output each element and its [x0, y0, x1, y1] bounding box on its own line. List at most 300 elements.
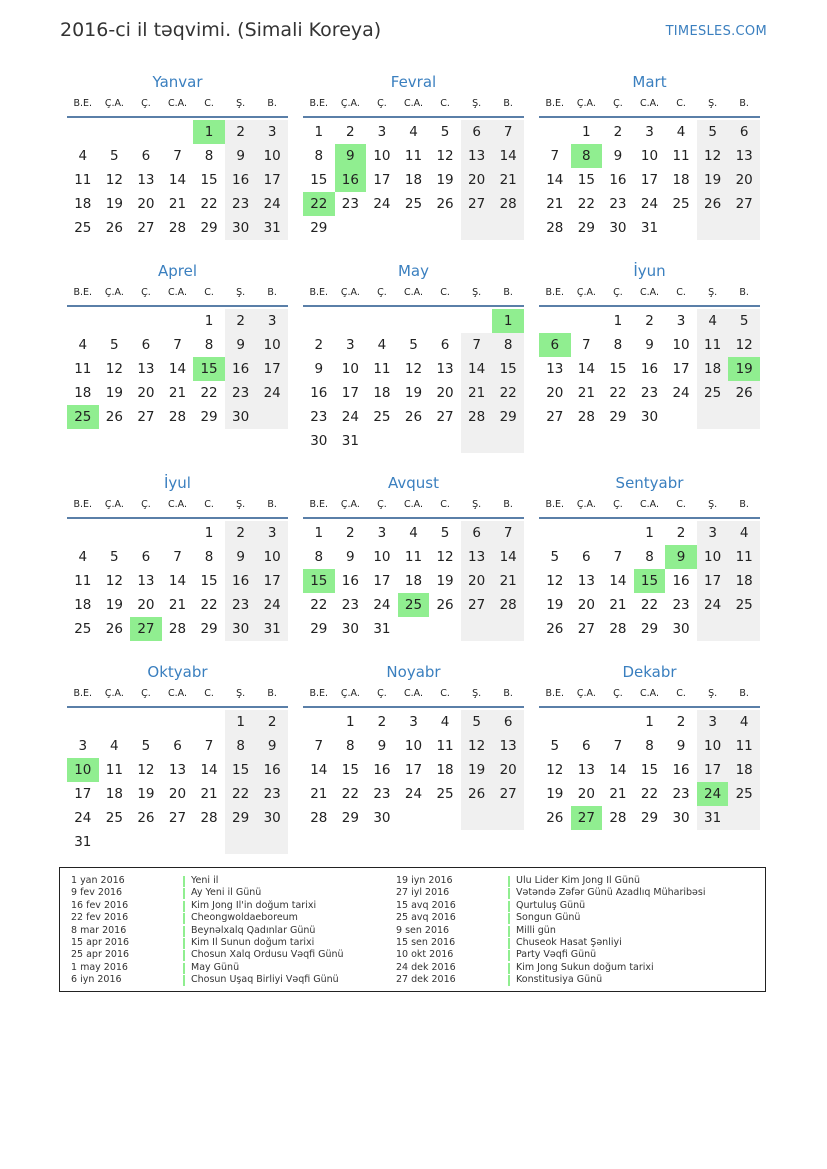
- day-cell: 29: [225, 806, 257, 830]
- day-cell: 8: [204, 148, 214, 164]
- day-cell: 13: [137, 361, 155, 377]
- day-cell: 28: [168, 220, 187, 236]
- day-cell: 18: [404, 573, 423, 589]
- day-cell: 9: [335, 144, 367, 168]
- day-cell: 12: [105, 573, 123, 589]
- day-cell: 4: [728, 710, 760, 734]
- day-cell: 14: [168, 172, 187, 188]
- holiday-legend: [59, 867, 766, 992]
- day-cell: 27: [728, 192, 760, 216]
- weekday-label: Ş.: [236, 98, 246, 109]
- weekday-label: C.: [204, 688, 214, 699]
- weekday-label: Ç.: [141, 98, 151, 109]
- day-cell: 30: [672, 810, 690, 826]
- day-cell: 15: [193, 357, 225, 381]
- day-cell: 29: [200, 220, 218, 236]
- holiday-marker: [183, 938, 185, 949]
- weekday-label: Ç.: [141, 688, 151, 699]
- day-cell: 8: [314, 148, 324, 164]
- day-cell: 6: [728, 120, 760, 144]
- day-cell: 24: [256, 593, 288, 617]
- weekday-label: Ş.: [708, 499, 718, 510]
- day-cell: 30: [225, 216, 257, 240]
- weekday-label: Ç.: [377, 499, 387, 510]
- day-cell: 21: [609, 597, 627, 613]
- day-cell: 9: [225, 545, 257, 569]
- day-cell: 6: [173, 738, 182, 754]
- day-cell: 26: [137, 810, 155, 826]
- day-cell: 8: [204, 549, 214, 565]
- empty-weekend-cell: [256, 405, 288, 429]
- day-cell: 19: [404, 385, 423, 401]
- page-title: 2016-ci il təqvimi. (Simali Koreya): [60, 19, 382, 41]
- day-cell: 1: [225, 710, 257, 734]
- weekday-label: C.: [440, 499, 450, 510]
- day-cell: 20: [436, 385, 454, 401]
- day-cell: 17: [697, 569, 729, 593]
- day-cell: 15: [200, 573, 218, 589]
- weekday-label: Ş.: [472, 688, 482, 699]
- month-7: [67, 473, 288, 637]
- weekday-label: B.E.: [73, 499, 93, 510]
- day-cell: 21: [168, 385, 187, 401]
- day-cell: 2: [676, 714, 686, 730]
- day-cell: 5: [728, 309, 760, 333]
- day-cell: 21: [168, 196, 187, 212]
- day-cell: 30: [225, 617, 257, 641]
- day-cell: 22: [640, 597, 659, 613]
- day-cell: 7: [173, 337, 182, 353]
- day-cell: 23: [609, 196, 627, 212]
- day-cell: 3: [676, 313, 686, 329]
- day-cell: 26: [461, 782, 493, 806]
- day-cell: 18: [672, 172, 690, 188]
- day-cell: 8: [645, 738, 654, 754]
- day-cell: 18: [728, 758, 760, 782]
- weekday-label: B.: [267, 287, 277, 298]
- day-cell: 26: [546, 810, 564, 826]
- holiday-name: Milli gün: [516, 924, 556, 936]
- day-cell: 21: [168, 597, 187, 613]
- day-cell: 11: [728, 734, 760, 758]
- day-cell: 5: [110, 148, 119, 164]
- day-cell: 3: [256, 521, 288, 545]
- brand-logo[interactable]: TIMESLES.COM: [665, 24, 767, 39]
- day-cell: 3: [78, 738, 88, 754]
- day-cell: 25: [728, 593, 760, 617]
- day-cell: 30: [640, 409, 659, 425]
- holiday-marker: [183, 963, 185, 974]
- holiday-date: 25 apr 2016: [71, 949, 130, 961]
- day-cell: 21: [609, 786, 627, 802]
- day-cell: 26: [436, 597, 454, 613]
- day-cell: 22: [341, 786, 359, 802]
- weekday-label: B.E.: [545, 499, 565, 510]
- weekday-label: C.: [204, 499, 214, 510]
- day-cell: 29: [640, 621, 659, 637]
- day-cell: 3: [377, 525, 387, 541]
- day-cell: 12: [461, 734, 493, 758]
- holiday-marker: [508, 975, 510, 986]
- empty-weekend-cell: [225, 830, 257, 854]
- day-cell: 15: [225, 758, 257, 782]
- day-cell: 29: [310, 621, 328, 637]
- holiday-marker: [508, 876, 510, 887]
- day-cell: 22: [303, 192, 335, 216]
- day-cell: 19: [436, 573, 454, 589]
- day-cell: 13: [492, 734, 524, 758]
- weekday-label: Ç.A.: [576, 688, 596, 699]
- day-cell: 18: [436, 762, 454, 778]
- day-cell: 13: [577, 573, 595, 589]
- holiday-date: 25 avq 2016: [396, 912, 456, 924]
- day-cell: 29: [200, 621, 218, 637]
- day-cell: 18: [74, 597, 92, 613]
- empty-weekend-cell: [697, 216, 729, 240]
- day-cell: 20: [492, 758, 524, 782]
- day-cell: 14: [310, 762, 328, 778]
- month-1: [67, 72, 288, 236]
- weekday-label: C.A.: [403, 287, 423, 298]
- holiday-name: Beynəlxalq Qadınlar Günü: [191, 924, 316, 936]
- day-cell: 21: [461, 381, 493, 405]
- weekday-header: [539, 493, 760, 519]
- holiday-name: Kim Jong Il'in doğum tarixi: [191, 899, 317, 911]
- day-cell: 10: [373, 549, 391, 565]
- day-cell: 23: [310, 409, 328, 425]
- day-cell: 11: [436, 738, 454, 754]
- weekday-label: B.E.: [73, 98, 93, 109]
- weekday-label: C.A.: [403, 688, 423, 699]
- day-cell: 12: [546, 762, 564, 778]
- day-cell: 9: [314, 361, 324, 377]
- empty-weekend-cell: [697, 617, 729, 641]
- day-cell: 2: [676, 525, 686, 541]
- holiday-date: 6 iyn 2016: [71, 974, 122, 986]
- day-cell: 19: [546, 597, 564, 613]
- weekday-label: Ş.: [708, 688, 718, 699]
- day-cell: 5: [409, 337, 418, 353]
- holiday-date: 24 dek 2016: [396, 961, 456, 973]
- month-4: [67, 261, 288, 425]
- empty-weekend-cell: [728, 806, 760, 830]
- month-10: [67, 662, 288, 850]
- day-cell: 5: [461, 710, 493, 734]
- day-cell: 10: [672, 337, 690, 353]
- day-cell: 5: [697, 120, 729, 144]
- weekday-label: C.A.: [639, 499, 659, 510]
- day-cell: 14: [200, 762, 218, 778]
- day-cell: 12: [697, 144, 729, 168]
- day-cell: 23: [225, 593, 257, 617]
- month-3: [539, 72, 760, 236]
- day-cell: 18: [74, 385, 92, 401]
- day-cell: 3: [645, 124, 654, 140]
- holiday-name: Chosun Xalq Ordusu Vəqfi Günü: [191, 949, 344, 961]
- day-cell: 4: [409, 124, 418, 140]
- holiday-marker: [183, 926, 185, 937]
- day-cell: 1: [314, 124, 324, 140]
- weekday-label: Ç.A.: [340, 688, 360, 699]
- weekday-label: B.: [503, 499, 513, 510]
- month-name: İyun: [633, 262, 666, 280]
- holiday-marker: [183, 876, 185, 887]
- weekday-label: B.E.: [545, 688, 565, 699]
- day-cell: 20: [168, 786, 187, 802]
- holiday-name: Vətəndə Zəfər Günü Azadlıq Müharibəsi: [516, 887, 706, 899]
- day-cell: 6: [461, 521, 493, 545]
- day-cell: 20: [137, 597, 155, 613]
- weekday-label: Ş.: [472, 287, 482, 298]
- day-cell: 16: [225, 569, 257, 593]
- day-cell: 8: [346, 738, 355, 754]
- day-cell: 13: [577, 762, 595, 778]
- weekday-header: [303, 92, 524, 118]
- month-9: [539, 473, 760, 637]
- day-cell: 17: [404, 762, 423, 778]
- day-cell: 5: [440, 124, 450, 140]
- weekday-label: Ç.: [377, 688, 387, 699]
- day-cell: 30: [609, 220, 627, 236]
- weekday-header: [303, 682, 524, 708]
- weekday-label: Ş.: [708, 287, 718, 298]
- empty-weekend-cell: [492, 617, 524, 641]
- weekday-header: [67, 493, 288, 519]
- day-cell: 13: [546, 361, 564, 377]
- day-cell: 18: [697, 357, 729, 381]
- weekday-label: C.: [676, 287, 686, 298]
- day-cell: 7: [173, 148, 182, 164]
- holiday-marker: [183, 950, 185, 961]
- day-cell: 2: [346, 525, 355, 541]
- day-cell: 23: [225, 192, 257, 216]
- day-cell: 24: [697, 593, 729, 617]
- day-cell: 6: [141, 337, 151, 353]
- day-cell: 7: [492, 120, 524, 144]
- holiday-name: Yeni il: [191, 875, 219, 886]
- day-cell: 11: [404, 148, 423, 164]
- day-cell: 6: [492, 710, 524, 734]
- day-cell: 1: [613, 313, 623, 329]
- day-cell: 21: [577, 385, 595, 401]
- day-cell: 1: [346, 714, 355, 730]
- day-cell: 20: [137, 196, 155, 212]
- holiday-name: Chosun Uşaq Birliyi Vəqfi Günü: [191, 974, 339, 986]
- day-cell: 1: [582, 124, 591, 140]
- day-cell: 13: [728, 144, 760, 168]
- weekday-label: B.E.: [73, 688, 93, 699]
- day-cell: 22: [200, 385, 218, 401]
- day-cell: 11: [74, 172, 92, 188]
- day-cell: 17: [256, 168, 288, 192]
- day-cell: 16: [335, 168, 367, 192]
- day-cell: 21: [200, 786, 218, 802]
- month-11: [303, 662, 524, 826]
- day-cell: 23: [672, 597, 690, 613]
- day-cell: 23: [373, 786, 391, 802]
- holiday-name: Konstitusiya Günü: [516, 974, 603, 986]
- weekday-label: C.A.: [639, 287, 659, 298]
- day-cell: 11: [728, 545, 760, 569]
- day-cell: 25: [436, 786, 454, 802]
- day-cell: 19: [546, 786, 564, 802]
- weekday-label: Ç.: [613, 688, 623, 699]
- day-cell: 2: [225, 120, 257, 144]
- day-cell: 1: [193, 120, 225, 144]
- day-cell: 27: [546, 409, 564, 425]
- month-name: Sentyabr: [615, 474, 684, 492]
- day-cell: 29: [577, 220, 595, 236]
- day-cell: 19: [105, 385, 123, 401]
- day-cell: 31: [373, 621, 391, 637]
- weekday-label: C.A.: [167, 688, 187, 699]
- day-cell: 10: [256, 545, 288, 569]
- day-cell: 28: [577, 409, 595, 425]
- day-cell: 2: [645, 313, 654, 329]
- day-cell: 21: [492, 168, 524, 192]
- day-cell: 18: [373, 385, 391, 401]
- day-cell: 22: [640, 786, 659, 802]
- day-cell: 14: [168, 573, 187, 589]
- weekday-label: Ç.A.: [340, 98, 360, 109]
- holiday-date: 9 fev 2016: [71, 887, 123, 899]
- weekday-label: Ç.A.: [104, 688, 124, 699]
- weekday-label: Ç.: [613, 499, 623, 510]
- day-cell: 12: [436, 148, 454, 164]
- day-cell: 29: [200, 409, 218, 425]
- day-cell: 13: [461, 144, 493, 168]
- day-cell: 1: [492, 309, 524, 333]
- day-cell: 28: [546, 220, 564, 236]
- day-cell: 14: [168, 361, 187, 377]
- day-cell: 5: [440, 525, 450, 541]
- weekday-label: Ç.A.: [104, 287, 124, 298]
- weekday-label: B.E.: [309, 287, 329, 298]
- weekday-label: C.A.: [167, 98, 187, 109]
- day-cell: 6: [440, 337, 450, 353]
- day-cell: 1: [645, 714, 654, 730]
- month-name: İyul: [164, 474, 191, 492]
- day-cell: 24: [256, 381, 288, 405]
- day-cell: 2: [256, 710, 288, 734]
- day-cell: 28: [168, 409, 187, 425]
- day-cell: 19: [697, 168, 729, 192]
- day-cell: 4: [697, 309, 729, 333]
- day-cell: 26: [546, 621, 564, 637]
- holiday-marker: [508, 926, 510, 937]
- weekday-header: [67, 92, 288, 118]
- weekday-label: C.: [440, 688, 450, 699]
- holiday-date: 15 sen 2016: [396, 936, 456, 948]
- day-cell: 16: [609, 172, 627, 188]
- day-cell: 24: [672, 385, 690, 401]
- weekday-label: B.: [739, 499, 749, 510]
- day-cell: 17: [640, 172, 659, 188]
- weekday-label: Ş.: [472, 98, 482, 109]
- day-cell: 9: [665, 545, 697, 569]
- weekday-label: C.: [440, 98, 450, 109]
- day-cell: 4: [110, 738, 119, 754]
- day-cell: 28: [168, 621, 187, 637]
- empty-weekend-cell: [461, 617, 493, 641]
- weekday-header: [303, 281, 524, 307]
- day-cell: 22: [609, 385, 627, 401]
- month-5: [303, 261, 524, 449]
- day-cell: 10: [697, 734, 729, 758]
- weekday-label: Ç.A.: [576, 499, 596, 510]
- day-cell: 19: [105, 597, 123, 613]
- weekday-label: B.E.: [73, 287, 93, 298]
- weekday-label: B.E.: [309, 499, 329, 510]
- holiday-date: 16 fev 2016: [71, 899, 129, 911]
- day-cell: 8: [225, 734, 257, 758]
- day-cell: 12: [546, 573, 564, 589]
- day-cell: 16: [225, 168, 257, 192]
- day-cell: 24: [341, 409, 359, 425]
- day-cell: 14: [461, 357, 493, 381]
- day-cell: 18: [74, 196, 92, 212]
- day-cell: 9: [225, 333, 257, 357]
- day-cell: 5: [550, 549, 560, 565]
- holiday-marker: [183, 975, 185, 986]
- day-cell: 23: [225, 381, 257, 405]
- day-cell: 27: [461, 593, 493, 617]
- month-8: [303, 473, 524, 637]
- day-cell: 25: [672, 196, 690, 212]
- weekday-label: Ç.: [141, 499, 151, 510]
- day-cell: 11: [404, 549, 423, 565]
- day-cell: 12: [105, 172, 123, 188]
- month-12: [539, 662, 760, 826]
- day-cell: 27: [137, 409, 155, 425]
- weekday-label: B.: [503, 287, 513, 298]
- day-cell: 11: [105, 762, 123, 778]
- day-cell: 17: [74, 786, 92, 802]
- day-cell: 22: [225, 782, 257, 806]
- day-cell: 21: [546, 196, 564, 212]
- day-cell: 19: [137, 786, 155, 802]
- day-cell: 28: [492, 593, 524, 617]
- day-cell: 20: [728, 168, 760, 192]
- day-cell: 31: [74, 834, 92, 850]
- day-cell: 1: [314, 525, 324, 541]
- day-cell: 6: [461, 120, 493, 144]
- day-cell: 26: [697, 192, 729, 216]
- day-cell: 20: [546, 385, 564, 401]
- weekday-label: C.: [676, 499, 686, 510]
- holiday-date: 27 dek 2016: [396, 974, 456, 986]
- day-cell: 10: [256, 144, 288, 168]
- day-cell: 17: [373, 172, 391, 188]
- day-cell: 22: [310, 597, 328, 613]
- day-cell: 27: [130, 617, 162, 641]
- day-cell: 10: [256, 333, 288, 357]
- day-cell: 14: [492, 545, 524, 569]
- day-cell: 1: [204, 525, 214, 541]
- day-cell: 15: [577, 172, 595, 188]
- day-cell: 9: [676, 738, 686, 754]
- day-cell: 1: [204, 313, 214, 329]
- month-name: Fevral: [390, 73, 437, 91]
- day-cell: 8: [492, 333, 524, 357]
- month-name: Noyabr: [386, 663, 441, 681]
- empty-weekend-cell: [256, 830, 288, 854]
- empty-weekend-cell: [461, 216, 493, 240]
- weekday-label: C.A.: [167, 287, 187, 298]
- day-cell: 24: [404, 786, 423, 802]
- day-cell: 24: [373, 196, 391, 212]
- empty-weekend-cell: [461, 806, 493, 830]
